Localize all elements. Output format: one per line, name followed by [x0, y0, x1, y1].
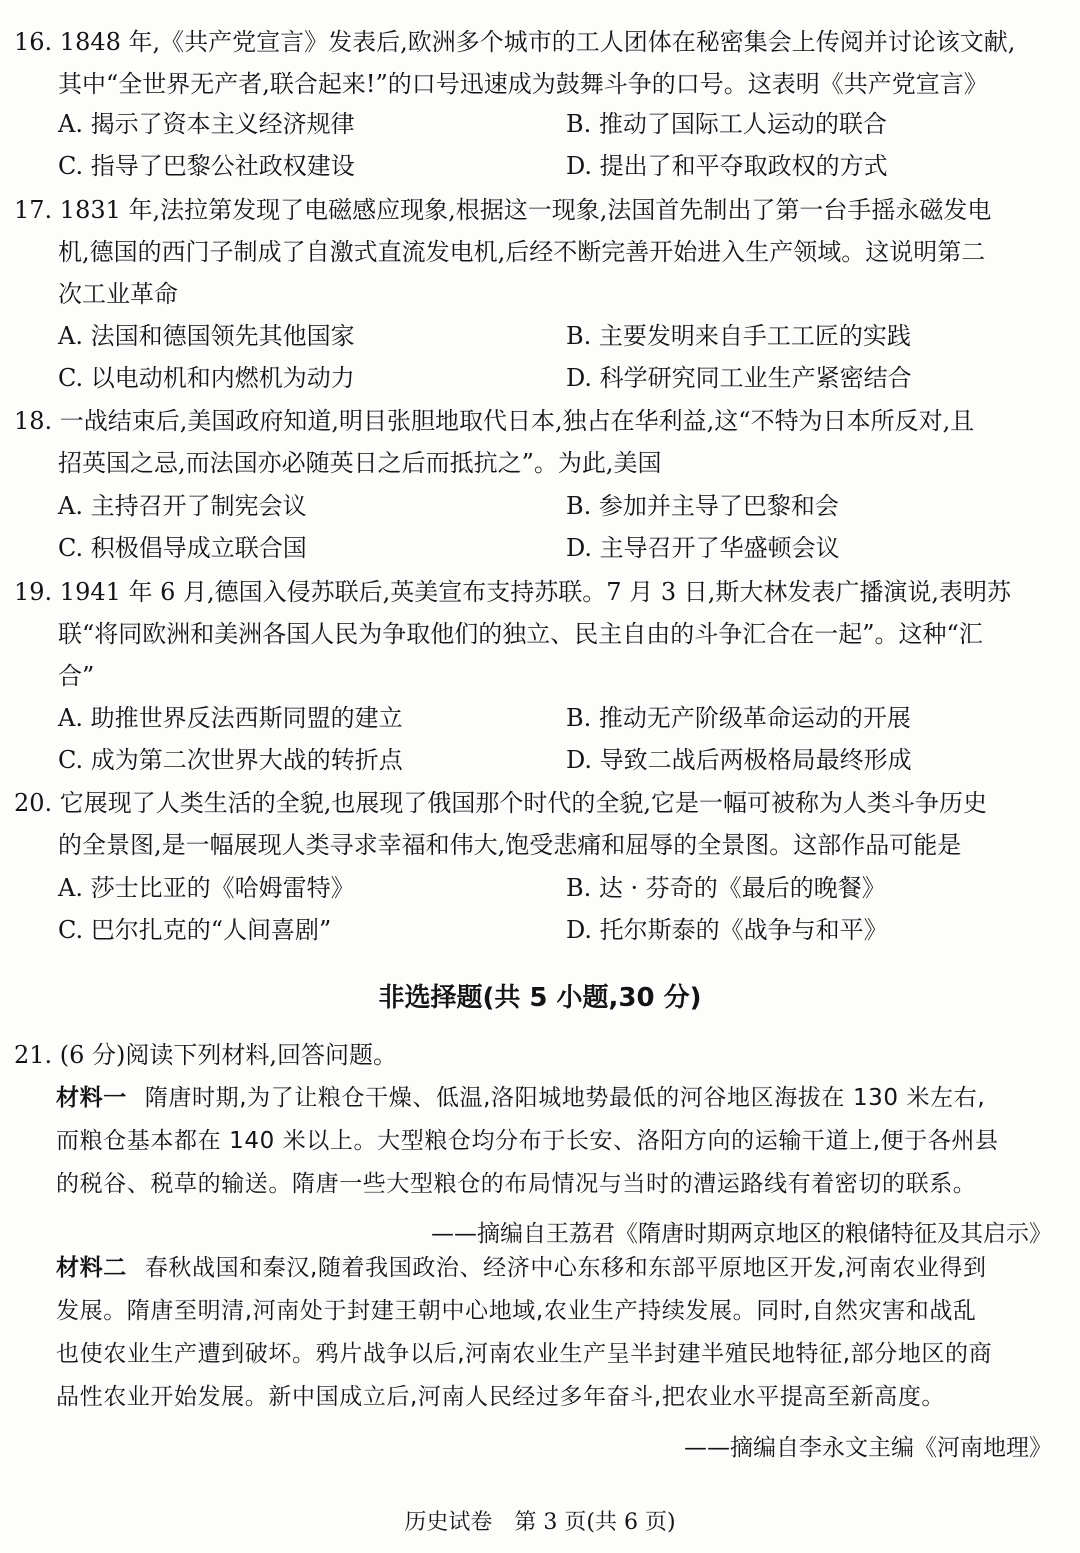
section-title: 非选择题(共 5 小题,30 分): [378, 983, 702, 1013]
q20-stem-line-2: 的全景图,是一幅展现人类寻求幸福和伟大,饱受悲痛和屈辱的全景图。这部作品可能是: [58, 831, 962, 859]
q20-stem-line-1: 20. 它展现了人类生活的全貌,也展现了俄国那个时代的全貌,它是一幅可被称为人类斗争历史: [14, 789, 988, 817]
q17-option-c: C. 以电动机和内燃机为动力: [58, 364, 355, 392]
q16-stem-line-1: 16. 1848 年,《共产党宣言》发表后,欧洲多个城市的工人团体在秘密集会上传阅并讨论该文献,: [14, 28, 1016, 56]
q20-option-d: D. 托尔斯泰的《战争与和平》: [566, 916, 888, 944]
material-2-line-3: 也使农业生产遭到破坏。鸦片战争以后,河南农业生产呈半封建半殖民地特征,部分地区的商: [56, 1341, 993, 1367]
q17-option-a: A. 法国和德国领先其他国家: [58, 322, 355, 350]
q19-option-a: A. 助推世界反法西斯同盟的建立: [58, 704, 403, 732]
material-1-line-3: 的税谷、税草的输送。隋唐一些大型粮仓的布局情况与当时的漕运路线有着密切的联系。: [56, 1171, 977, 1197]
q19-stem-line-2: 联“将同欧洲和美洲各国人民为争取他们的独立、民主自由的斗争汇合在一起”。这种“汇: [58, 620, 983, 648]
q16-option-c: C. 指导了巴黎公社政权建设: [58, 152, 355, 180]
q18-stem-line-1: 18. 一战结束后,美国政府知道,明目张胆地取代日本,独占在华利益,这“不特为日本所反对,且: [14, 407, 975, 435]
q20-option-a: A. 莎士比亚的《哈姆雷特》: [58, 874, 355, 902]
q19-option-c: C. 成为第二次世界大战的转折点: [58, 746, 403, 774]
q17-stem-line-1: 17. 1831 年,法拉第发现了电磁感应现象,根据这一现象,法国首先制出了第一台手摇永磁发电: [14, 196, 992, 224]
q18-option-a: A. 主持召开了制宪会议: [58, 492, 307, 520]
page-footer: 历史试卷 第 3 页(共 6 页): [404, 1510, 676, 1535]
q18-option-c: C. 积极倡导成立联合国: [58, 534, 307, 562]
material-1-text-1: 隋唐时期,为了让粮仓干燥、低温,洛阳城地势最低的河谷地区海拔在 130 米左右,: [144, 1085, 986, 1111]
q17-option-d: D. 科学研究同工业生产紧密结合: [566, 364, 912, 392]
material-2-line-1: [56, 1257, 987, 1280]
q21-stem: 21. (6 分)阅读下列材料,回答问题。: [14, 1041, 398, 1069]
q20-option-c: C. 巴尔扎克的“人间喜剧”: [58, 916, 332, 944]
q18-option-b: B. 参加并主导了巴黎和会: [566, 492, 839, 520]
q16-option-a: A. 揭示了资本主义经济规律: [58, 110, 355, 138]
material-2-line-4: 品性农业开始发展。新中国成立后,河南人民经过多年奋斗,把农业水平提高至新高度。: [56, 1384, 946, 1410]
q18-option-d: D. 主导召开了华盛顿会议: [566, 534, 840, 562]
q16-option-d: D. 提出了和平夺取政权的方式: [566, 152, 888, 180]
q17-stem-line-3: 次工业革命: [58, 280, 178, 308]
q17-stem-line-2: 机,德国的西门子制成了自激式直流发电机,后经不断完善开始进入生产领域。这说明第二: [58, 238, 986, 266]
q19-stem-line-3: 合”: [58, 662, 95, 690]
q18-stem-line-2: 招英国之忌,而法国亦必随英日之后而抵抗之”。为此,美国: [58, 449, 662, 477]
material-2-text-1: 春秋战国和秦汉,随着我国政治、经济中心东移和东部平原地区开发,河南农业得到: [144, 1255, 987, 1281]
q16-option-b: B. 推动了国际工人运动的联合: [566, 110, 887, 138]
q19-option-d: D. 导致二战后两极格局最终形成: [566, 746, 912, 774]
material-1-line-2: 而粮仓基本都在 140 米以上。大型粮仓均分布于长安、洛阳方向的运输干道上,便于各州县: [56, 1128, 999, 1154]
q17-option-b: B. 主要发明来自手工工匠的实践: [566, 322, 911, 350]
material-2-label: 材料二: [56, 1255, 127, 1281]
material-1-line-1: [56, 1087, 985, 1110]
q20-option-b: B. 达 · 芬奇的《最后的晚餐》: [566, 874, 886, 902]
q16-stem-line-2: 其中“全世界无产者,联合起来!”的口号迅速成为鼓舞斗争的口号。这表明《共产党宣言》: [58, 70, 988, 98]
q19-option-b: B. 推动无产阶级革命运动的开展: [566, 704, 911, 732]
material-1-label: 材料一: [56, 1085, 127, 1111]
material-2-line-2: 发展。隋唐至明清,河南处于封建王朝中心地域,农业生产持续发展。同时,自然灾害和战乱: [56, 1298, 977, 1324]
material-2-source: ——摘编自李永文主编《河南地理》: [684, 1435, 1052, 1461]
material-1-source: ——摘编自王荔君《隋唐时期两京地区的粮储特征及其启示》: [431, 1221, 1052, 1247]
q19-stem-line-1: 19. 1941 年 6 月,德国入侵苏联后,英美宣布支持苏联。7 月 3 日,斯大林发表广播演说,表明苏: [14, 578, 1011, 606]
